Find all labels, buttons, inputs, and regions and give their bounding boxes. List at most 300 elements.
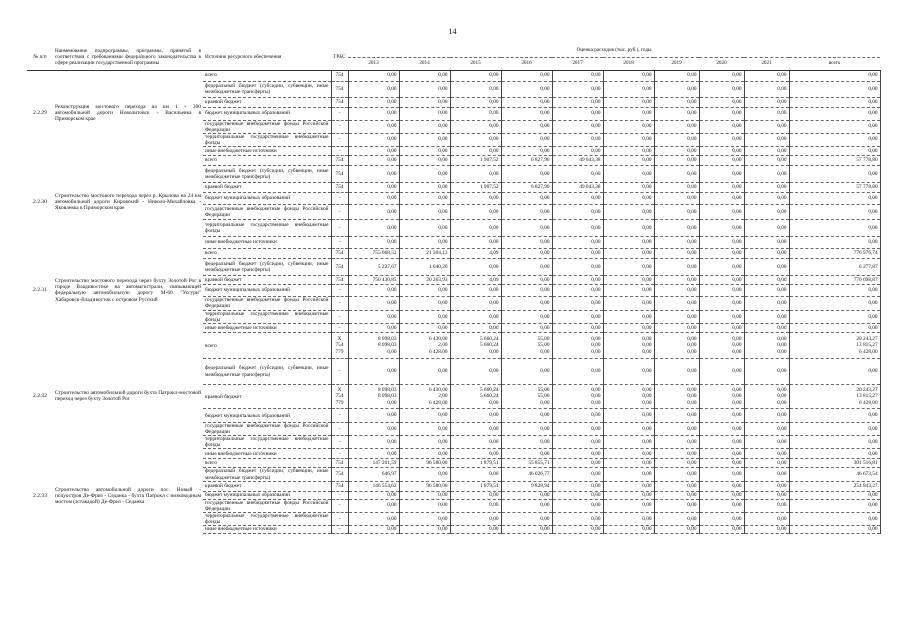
funding-source: федеральный бюджет (субсидии, субвенции, иные межбюджетные трансферты) (203, 165, 331, 182)
amount: 0,00 (732, 386, 742, 393)
amount: 0,00 (489, 348, 499, 355)
year-value-cell (699, 70, 744, 81)
funding-source: территориальные государственные внебюджетные фонды (203, 219, 331, 236)
year-value-cell (654, 310, 699, 323)
total-cell (789, 449, 880, 459)
amount: 0,00 (732, 313, 742, 320)
amount: 0,00 (868, 136, 878, 143)
amount: 0,00 (868, 515, 878, 522)
grbs-code (331, 258, 348, 275)
year-value-cell (744, 296, 789, 310)
amount: 0,00 (687, 157, 697, 164)
amount: 0,00 (687, 471, 697, 478)
header-source: Источник ресурсного обеспечения (203, 44, 331, 70)
year-value-cell (654, 97, 699, 107)
amount: 4,09 (489, 250, 499, 257)
amount: 0,00 (777, 386, 787, 393)
year-value-cell (348, 324, 399, 333)
grbs-code (331, 468, 348, 481)
grbs-code (331, 182, 348, 192)
amount: 755 668,52 (372, 250, 397, 257)
grbs-code (331, 436, 348, 449)
amount: 0,00 (687, 491, 697, 498)
grbs-value: 754 (335, 157, 344, 164)
total-cell (789, 296, 880, 310)
year-value-cell (603, 165, 654, 182)
year-value-cell (399, 423, 450, 436)
year-value-cell (501, 481, 552, 491)
year-value-cell (399, 296, 450, 310)
amount: 146 554,62 (372, 482, 397, 489)
total-cell (789, 423, 880, 436)
year-value-cell (399, 512, 450, 525)
amount: 0,00 (687, 399, 697, 406)
amount: 0,00 (732, 72, 742, 79)
year-value-cell (450, 310, 501, 323)
amount: 0,00 (540, 208, 550, 215)
amount: 0,00 (868, 439, 878, 446)
amount: 0,00 (489, 313, 499, 320)
header-year: 2021 (744, 57, 789, 70)
amount: 0,00 (732, 515, 742, 522)
year-value-cell (603, 275, 654, 284)
amount: 0,00 (868, 287, 878, 294)
amount: 0,00 (540, 72, 550, 79)
year-value-cell (501, 499, 552, 512)
amount: 0,00 (591, 386, 601, 393)
amount: 0,00 (489, 136, 499, 143)
amount: 0,00 (591, 85, 601, 92)
year-value-cell (744, 275, 789, 284)
year-value-cell (699, 155, 744, 165)
amount: 0,00 (777, 157, 787, 164)
year-value-cell (744, 107, 789, 120)
amount: 0,00 (540, 348, 550, 355)
year-value-cell (603, 81, 654, 97)
amount: 0,00 (642, 482, 652, 489)
year-value-cell (450, 491, 501, 499)
year-value-cell (348, 333, 399, 359)
amount: 0,00 (777, 526, 787, 533)
amount: 0,00 (489, 491, 499, 498)
year-value-cell (744, 182, 789, 192)
year-value-cell (552, 481, 603, 491)
amount: 0,00 (732, 110, 742, 117)
total-cell (789, 310, 880, 323)
year-value-cell (348, 165, 399, 182)
amount: 0,00 (387, 324, 397, 331)
funding-source: государственные внебюджетные фонды Российской Федерации (203, 120, 331, 133)
year-value-cell (501, 324, 552, 333)
amount: 0,00 (387, 502, 397, 509)
year-value-cell (654, 385, 699, 409)
year-value-cell (654, 284, 699, 296)
year-value-cell (744, 284, 789, 296)
amount: 6 428,00 (859, 348, 878, 355)
year-value-cell (744, 333, 789, 359)
amount: 0,00 (777, 287, 787, 294)
grbs-code (331, 120, 348, 133)
amount: 0,00 (642, 399, 652, 406)
amount: 0,00 (868, 239, 878, 246)
amount: 0,00 (387, 72, 397, 79)
year-value-cell (654, 296, 699, 310)
year-value-cell (399, 107, 450, 120)
grbs-code (331, 236, 348, 248)
amount: 0,00 (687, 147, 697, 154)
year-value-cell (699, 120, 744, 133)
amount: 0,00 (777, 263, 787, 270)
year-value-cell (603, 120, 654, 133)
amount: 0,00 (591, 276, 601, 283)
year-value-cell (654, 468, 699, 481)
amount: 55,00 (537, 342, 550, 349)
year-value-cell (348, 204, 399, 219)
amount: 0,00 (777, 502, 787, 509)
amount: 0,00 (687, 425, 697, 432)
year-value-cell (654, 499, 699, 512)
amount: 0,00 (687, 85, 697, 92)
grbs-value: - (338, 300, 341, 307)
year-value-cell (450, 512, 501, 525)
grbs-value: 754 (335, 184, 344, 191)
year-value-cell (699, 468, 744, 481)
year-value-cell (552, 165, 603, 182)
funding-source: бюджет муниципальных образований (203, 409, 331, 423)
amount: 0,00 (732, 276, 742, 283)
amount: 1 907,52 (479, 184, 499, 191)
grbs-code (331, 459, 348, 468)
year-value-cell (501, 385, 552, 409)
funding-source: всего (203, 459, 331, 468)
year-value-cell (603, 359, 654, 385)
amount: 0,00 (868, 85, 878, 92)
amount: 0,00 (642, 208, 652, 215)
amount: 0,00 (642, 342, 652, 349)
amount: 0,00 (732, 342, 742, 349)
amount: 0,00 (732, 184, 742, 191)
amount: 0,00 (687, 72, 697, 79)
amount: 0,00 (642, 439, 652, 446)
year-value-cell (699, 258, 744, 275)
amount: 0,00 (642, 98, 652, 105)
amount: 0,00 (642, 250, 652, 257)
amount: 0,00 (540, 250, 550, 257)
amount: 8 098,03 (377, 342, 397, 349)
grbs-value: 754 (335, 170, 344, 177)
amount: 0,00 (687, 324, 697, 331)
amount: 0,00 (591, 313, 601, 320)
amount: 0,00 (687, 526, 697, 533)
year-value-cell (552, 459, 603, 468)
table-row (27, 155, 880, 165)
amount: 0,00 (540, 425, 550, 432)
amount: 0,00 (489, 110, 499, 117)
amount: 0,00 (591, 98, 601, 105)
row-number: 2.2.29 (33, 109, 47, 116)
year-value-cell (399, 182, 450, 192)
header-year: 2015 (450, 57, 501, 70)
year-value-cell (501, 284, 552, 296)
year-value-cell (603, 385, 654, 409)
year-value-cell (603, 192, 654, 204)
year-value-cell (603, 296, 654, 310)
amount: 0,00 (777, 412, 787, 419)
amount: 0,00 (732, 399, 742, 406)
year-value-cell (603, 436, 654, 449)
amount: 0,00 (591, 300, 601, 307)
amount: 0,00 (591, 136, 601, 143)
amount: 0,00 (687, 136, 697, 143)
amount: 0,00 (732, 224, 742, 231)
amount: 0,00 (732, 157, 742, 164)
total-cell (789, 219, 880, 236)
amount: 96 580,00 (426, 460, 448, 467)
amount: 0,00 (591, 450, 601, 457)
amount: 776 976,74 (853, 250, 878, 257)
amount: 0,00 (777, 276, 787, 283)
amount: 0,00 (540, 515, 550, 522)
amount: 0,00 (777, 471, 787, 478)
amount: 0,00 (777, 224, 787, 231)
funding-source: территориальные государственные внебюджетные фонды (203, 133, 331, 146)
amount: 0,00 (438, 147, 448, 154)
total-cell (789, 70, 880, 81)
year-value-cell (603, 70, 654, 81)
amount: 0,00 (540, 263, 550, 270)
amount: 0,00 (489, 300, 499, 307)
amount: 0,00 (387, 439, 397, 446)
year-value-cell (699, 409, 744, 423)
amount: 0,00 (687, 482, 697, 489)
grbs-code (331, 146, 348, 155)
year-value-cell (399, 236, 450, 248)
amount: 0,00 (387, 136, 397, 143)
year-value-cell (501, 155, 552, 165)
amount: 0,00 (642, 300, 652, 307)
amount: 0,00 (387, 450, 397, 457)
amount: 0,00 (591, 263, 601, 270)
amount: 0,00 (868, 147, 878, 154)
amount: 0,00 (732, 136, 742, 143)
year-value-cell (744, 459, 789, 468)
year-value-cell (552, 526, 603, 534)
year-value-cell (603, 512, 654, 525)
year-value-cell (348, 182, 399, 192)
year-value-cell (348, 258, 399, 275)
amount: 0,00 (732, 287, 742, 294)
grbs-code (331, 81, 348, 97)
amount: 0,00 (687, 393, 697, 400)
year-value-cell (699, 192, 744, 204)
year-value-cell (654, 275, 699, 284)
year-value-cell (348, 284, 399, 296)
year-value-cell (603, 284, 654, 296)
year-value-cell (348, 107, 399, 120)
year-value-cell (552, 248, 603, 258)
year-value-cell (399, 324, 450, 333)
year-value-cell (450, 481, 501, 491)
grbs-value: 754 (335, 342, 344, 349)
year-value-cell (699, 459, 744, 468)
year-value-cell (399, 499, 450, 512)
amount: 0,00 (489, 526, 499, 533)
year-value-cell (501, 310, 552, 323)
funding-source: федеральный бюджет (субсидии, субвенции, иные межбюджетные трансферты) (203, 468, 331, 481)
year-value-cell (450, 409, 501, 423)
amount: 6 430,00 (428, 386, 448, 393)
year-value-cell (450, 423, 501, 436)
amount: 20 243,27 (856, 335, 878, 342)
amount: 0,00 (687, 123, 697, 130)
year-value-cell (450, 70, 501, 81)
amount: 0,00 (777, 110, 787, 117)
header-year: 2013 (348, 57, 399, 70)
year-value-cell (399, 155, 450, 165)
funding-source: всего (203, 248, 331, 258)
page-number: 14 (448, 27, 457, 36)
amount: 0,00 (540, 324, 550, 331)
total-cell (789, 107, 880, 120)
header-year: 2018 (603, 57, 654, 70)
year-value-cell (744, 526, 789, 534)
year-value-cell (552, 491, 603, 499)
year-value-cell (399, 97, 450, 107)
year-value-cell (744, 258, 789, 275)
year-value-cell (603, 491, 654, 499)
year-value-cell (552, 219, 603, 236)
grbs-code (331, 423, 348, 436)
year-value-cell (603, 146, 654, 155)
year-value-cell (744, 512, 789, 525)
year-value-cell (603, 97, 654, 107)
amount: 0,00 (642, 368, 652, 375)
amount: 0,00 (489, 170, 499, 177)
amount: 0,00 (732, 335, 742, 342)
amount: 0,00 (642, 502, 652, 509)
year-value-cell (654, 459, 699, 468)
amount: 0,00 (591, 515, 601, 522)
amount: 0,00 (732, 460, 742, 467)
amount: 0,00 (591, 412, 601, 419)
amount: 0,00 (591, 287, 601, 294)
amount: 0,00 (540, 170, 550, 177)
amount: 0,00 (438, 123, 448, 130)
row-number: 2.2.33 (33, 493, 47, 500)
year-value-cell (744, 359, 789, 385)
amount: 0,00 (438, 136, 448, 143)
grbs-value: - (338, 313, 341, 320)
year-value-cell (348, 481, 399, 491)
year-value-cell (699, 204, 744, 219)
amount: 0,00 (387, 368, 397, 375)
grbs-value: - (338, 412, 341, 419)
amount: 0,00 (732, 502, 742, 509)
year-value-cell (744, 133, 789, 146)
total-cell (789, 97, 880, 107)
year-value-cell (699, 296, 744, 310)
year-value-cell (654, 133, 699, 146)
row-number: 2.2.31 (33, 287, 47, 294)
year-value-cell (348, 97, 399, 107)
year-value-cell (348, 468, 399, 481)
amount: 0,00 (868, 450, 878, 457)
amount: 0,00 (540, 439, 550, 446)
year-value-cell (501, 70, 552, 81)
funding-source: краевой бюджет (203, 182, 331, 192)
amount: 0,00 (732, 368, 742, 375)
year-value-cell (603, 459, 654, 468)
funding-source: иные внебюджетные источники (203, 236, 331, 248)
amount: 0,00 (687, 239, 697, 246)
year-value-cell (552, 284, 603, 296)
amount: 0,00 (777, 300, 787, 307)
year-value-cell (501, 204, 552, 219)
amount: 0,00 (438, 450, 448, 457)
amount: 0,00 (732, 412, 742, 419)
amount: 0,00 (687, 276, 697, 283)
amount: 0,00 (387, 425, 397, 432)
amount: 0,00 (489, 368, 499, 375)
amount: 6 428,00 (859, 399, 878, 406)
amount: 0,00 (540, 368, 550, 375)
amount: 0,00 (777, 460, 787, 467)
year-value-cell (744, 491, 789, 499)
funding-source: федеральный бюджет (субсидии, субвенции, иные межбюджетные трансферты) (203, 258, 331, 275)
amount: 8 098,03 (377, 386, 397, 393)
amount: 0,00 (687, 386, 697, 393)
amount: 0,00 (540, 136, 550, 143)
funding-source: федеральный бюджет (субсидии, субвенции, иные межбюджетные трансферты) (203, 359, 331, 385)
amount: 0,00 (687, 313, 697, 320)
grbs-code (331, 107, 348, 120)
year-value-cell (699, 423, 744, 436)
year-value-cell (699, 385, 744, 409)
total-cell (789, 155, 880, 165)
funding-source: территориальные государственные внебюджетные фонды (203, 310, 331, 323)
amount: 0,00 (540, 98, 550, 105)
amount: 0,00 (642, 412, 652, 419)
amount: 0,00 (540, 399, 550, 406)
grbs-value: - (338, 515, 341, 522)
year-value-cell (348, 459, 399, 468)
amount: 0,00 (591, 110, 601, 117)
amount: 46 026,77 (528, 471, 550, 478)
year-value-cell (744, 219, 789, 236)
year-value-cell (699, 512, 744, 525)
year-value-cell (501, 449, 552, 459)
year-value-cell (399, 468, 450, 481)
amount: 0,00 (687, 342, 697, 349)
year-value-cell (654, 70, 699, 81)
amount: 0,00 (540, 224, 550, 231)
year-value-cell (744, 449, 789, 459)
grbs-value: - (338, 526, 341, 533)
table-row (27, 70, 880, 81)
amount: 0,00 (540, 110, 550, 117)
grbs-code (331, 449, 348, 459)
year-value-cell (654, 146, 699, 155)
amount: 0,00 (777, 348, 787, 355)
year-value-cell (744, 310, 789, 323)
amount: 0,00 (438, 157, 448, 164)
amount: 0,00 (687, 439, 697, 446)
year-value-cell (348, 192, 399, 204)
year-value-cell (654, 436, 699, 449)
year-value-cell (501, 459, 552, 468)
amount: 0,00 (489, 502, 499, 509)
amount: 0,00 (777, 98, 787, 105)
